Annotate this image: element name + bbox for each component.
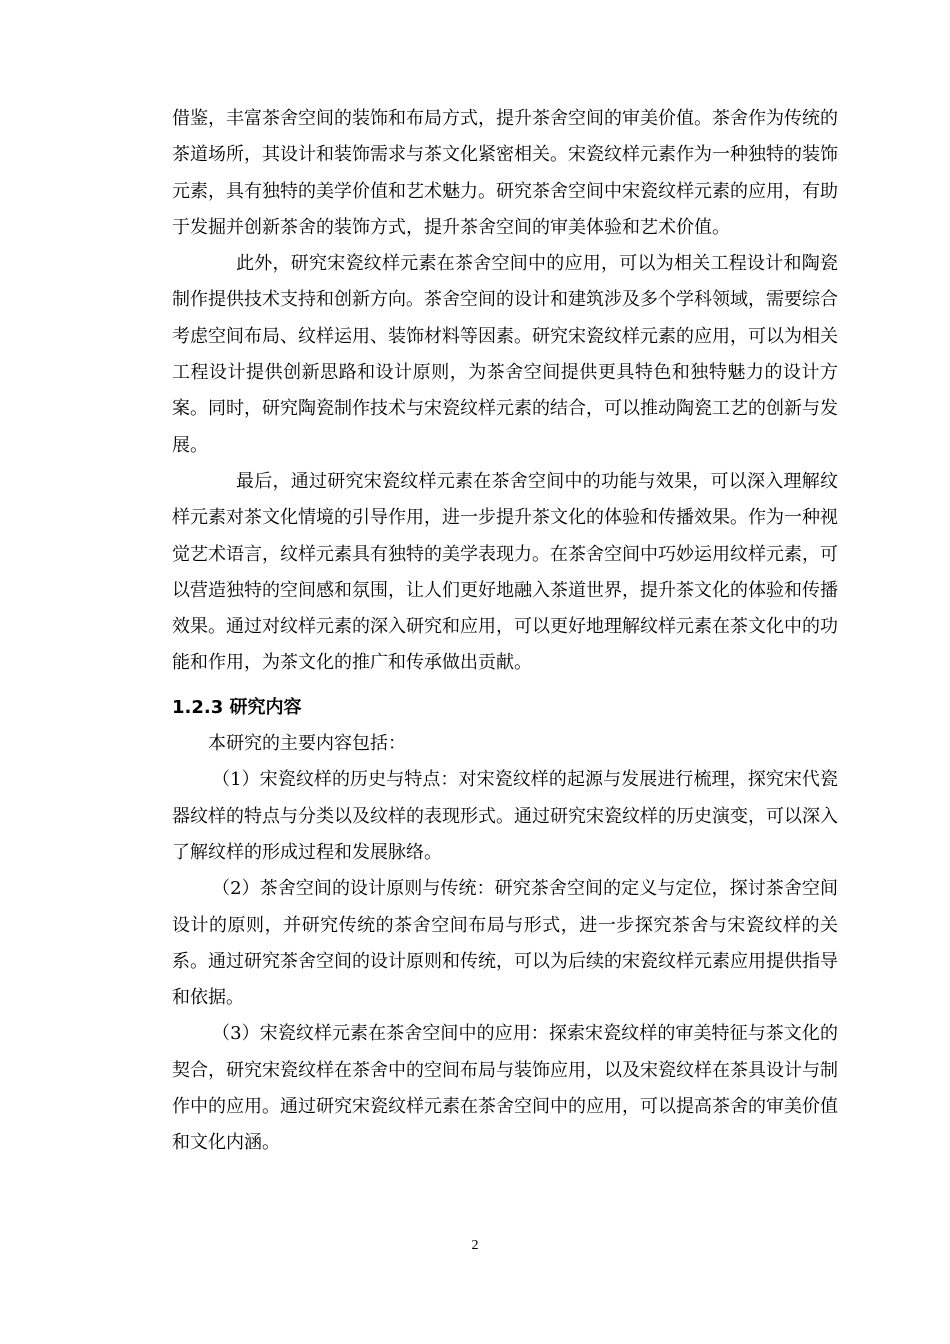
section-heading: 1.2.3 研究内容 bbox=[172, 696, 302, 718]
list-item: （1）宋瓷纹样的历史与特点：对宋瓷纹样的起源与发展进行梳理，探究宋代瓷器纹样的特点与分类以及纹样的表现形式。通过研究宋瓷纹样的历史演变，可以深入了解纹样的形成过程和发展脉络。 bbox=[172, 769, 838, 863]
list-item: （3）宋瓷纹样元素在茶舍空间中的应用：探索宋瓷纹样的审美特征与茶文化的契合，研究宋瓷纹样在茶舍中的空间布局与装饰应用，以及宋瓷纹样在茶具设计与制作中的应用。通过研究宋瓷纹样元素在茶舍空间中的应用，可以提高茶舍的审美价值和文化内涵。 bbox=[172, 1023, 838, 1154]
paragraph-continuation: 借鉴，丰富茶舍空间的装饰和布局方式，提升茶舍空间的审美价值。茶舍作为传统的茶道场所，其设计和装饰需求与茶文化紧密相关。宋瓷纹样元素作为一种独特的装饰元素，具有独特的美学价值和艺术魅力。研究茶舍空间中宋瓷纹样元素的应用，有助于发掘并创新茶舍的装饰方式，提升茶舍空间的审美体验和艺术价值。 bbox=[172, 108, 838, 238]
paragraph-moreover: 此外，研究宋瓷纹样元素在茶舍空间中的应用，可以为相关工程设计和陶瓷制作提供技术支持和创新方向。茶舍空间的设计和建筑涉及多个学科领域，需要综合考虑空间布局、纹样运用、装饰材料等因素。研究宋瓷纹样元素的应用，可以为相关工程设计提供创新思路和设计原则，为茶舍空间提供更具特色和独特魅力的设计方案。同时，研究陶瓷制作技术与宋瓷纹样元素的结合，可以推动陶瓷工艺的创新与发展。 bbox=[172, 253, 838, 456]
paragraph-finally: 最后，通过研究宋瓷纹样元素在茶舍空间中的功能与效果，可以深入理解纹样元素对茶文化情境的引导作用，进一步提升茶文化的体验和传播效果。作为一种视觉艺术语言，纹样元素具有独特的美学表现力。在茶舍空间中巧妙运用纹样元素，可以营造独特的空间感和氛围，让人们更好地融入茶道世界，提升茶文化的体验和传播效果。通过对纹样元素的深入研究和应用，可以更好地理解纹样元素在茶文化中的功能和作用，为茶文化的推广和传承做出贡献。 bbox=[172, 470, 838, 674]
page-body bbox=[172, 101, 838, 1162]
list-item: （2）茶舍空间的设计原则与传统：研究茶舍空间的定义与定位，探讨茶舍空间设计的原则，并研究传统的茶舍空间布局与形式，进一步探究茶舍与宋瓷纹样的关系。通过研究茶舍空间的设计原则和传统，可以为后续的宋瓷纹样元素应用提供指导和依据。 bbox=[172, 878, 838, 1009]
section-intro: 本研究的主要内容包括： bbox=[208, 733, 406, 755]
page-number: 2 bbox=[471, 1238, 479, 1253]
